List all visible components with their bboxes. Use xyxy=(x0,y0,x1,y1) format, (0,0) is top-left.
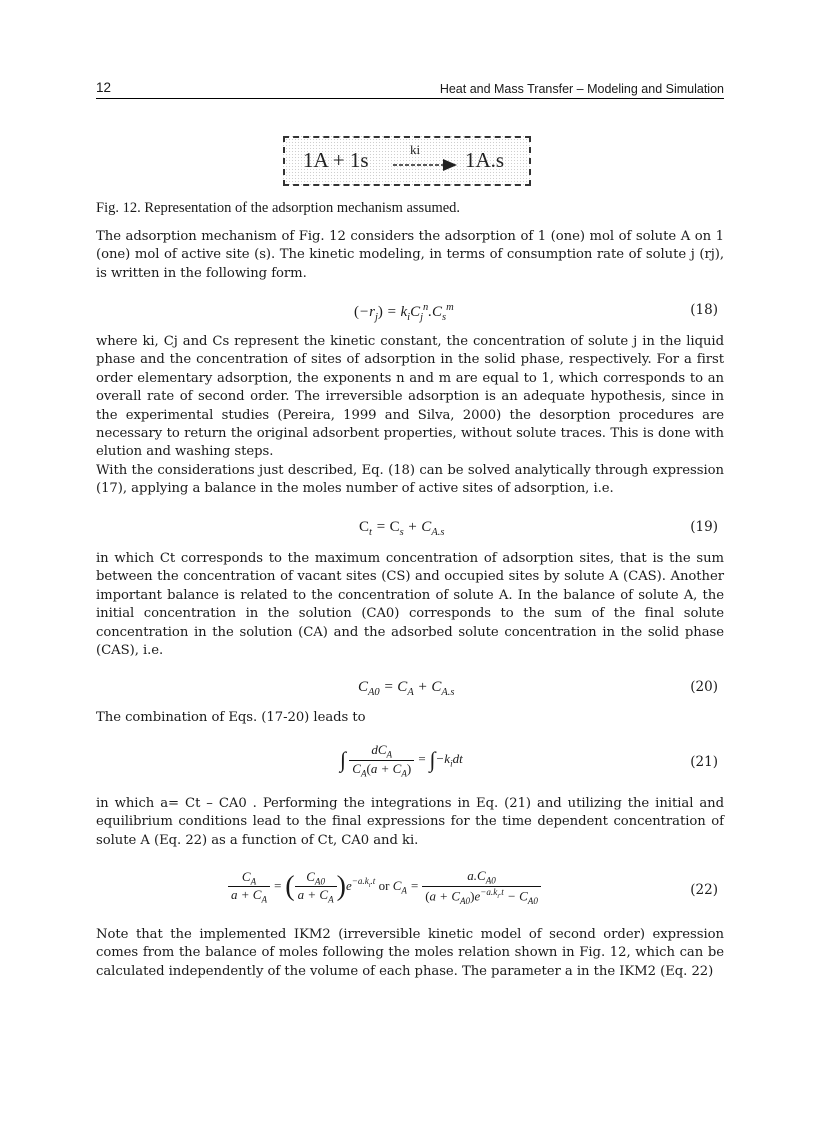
paragraph-1 xyxy=(96,228,724,283)
paragraph-text: The adsorption mechanism of Fig. 12 considers the adsorption of 1 (one) mol of solute A on 1 (one) mol of active site (s). The kinetic modeling, in terms of consumption rate of solute j (rj), is written in the following form. xyxy=(96,229,724,281)
mechanism-rate-constant: ki xyxy=(410,142,421,157)
equation-21 xyxy=(96,740,724,786)
mechanism-product: 1A.s xyxy=(465,148,505,172)
equation-22 xyxy=(96,866,724,918)
equation-18-body: $(-r_j) = k_iC_j^n.C_s^m$ xyxy=(354,302,454,323)
paragraph-text: The combination of Eqs. (17-20) leads to xyxy=(96,710,366,725)
paragraph-5 xyxy=(96,795,724,850)
equation-19-body: $C_t = C_s + C_{A.s}$ xyxy=(359,519,445,538)
equation-21-number: (21) xyxy=(690,754,718,770)
paragraph-text: in which Ct corresponds to the maximum concentration of adsorption sites, that is the sum between the concentration of vacant sites (CS) and occupied sites by solute A (CAS). Another important balance is related to the concentration of solute A. In the balance of solute A, the initial concentration in the solution (CA0) corresponds to the sum of the final solute concentration in the solution (CA) and the adsorbed solute concentration in the solid phase (CAS), i.e. xyxy=(96,551,724,659)
equation-20-number: (20) xyxy=(690,679,718,695)
equation-20 xyxy=(96,677,724,703)
paragraph-text: in which a= Ct – CA0 . Performing the integrations in Eq. (21) and utilizing the initial and equilibrium conditions lead to the final expressions for the time dependent concentration of solute A (Eq. 22) as a function of Ct, CA0 and ki. xyxy=(96,796,724,848)
equation-22-body: $\frac{C_A}{a + C_A}$ = ( $\frac{C_{A0}}{a + C_A}$ )$e^{-a.k_i.t}$ or $C_A$ = $\frac{a.C_{A0}}{(a + C_{A0})e^{-a.k_i.t} - C_{A0}}$ xyxy=(228,868,541,906)
page-number: 12 xyxy=(96,80,112,95)
paragraph-2 xyxy=(96,333,724,499)
figure-caption: Fig. 12. Representation of the adsorption mechanism assumed. xyxy=(96,200,461,216)
equation-19 xyxy=(96,517,724,543)
paragraph-4 xyxy=(96,709,724,727)
paragraph-6 xyxy=(96,926,724,981)
equation-18 xyxy=(96,300,724,326)
equation-19-number: (19) xyxy=(690,519,718,535)
running-title: Heat and Mass Transfer – Modeling and Simulation xyxy=(439,82,724,96)
equation-22-number: (22) xyxy=(690,882,718,898)
paragraph-text: where ki, Cj and Cs represent the kinetic constant, the concentration of solute j in the liquid phase and the concentration of sites of adsorption in the solid phase, respectively. For a first order elementary adsorption, the exponents n and m are equal to 1, which corresponds to an overall rate of second order. The irreversible adsorption is an adequate hypothesis, since in the experimental studies (Pereira, 1999 and Silva, 2000) the desorption procedures are necessary to return the original adsorbent properties, without solute traces. This is done with elution and washing steps. xyxy=(96,334,724,460)
equation-18-number: (18) xyxy=(690,302,718,318)
equation-20-body: $C_{A0} = C_A + C_{A.s}$ xyxy=(358,679,455,698)
paragraph-text: Note that the implemented IKM2 (irreversible kinetic model of second order) expression comes from the balance of moles following the moles relation shown in Fig. 12, which can be calculated independently of the volume of each phase. The parameter a in the IKM2 (Eq. 22) xyxy=(96,927,724,979)
running-header xyxy=(96,80,724,99)
paragraph-text: With the considerations just described, Eq. (18) can be solved analytically through expression (17), applying a balance in the moles number of active sites of adsorption, i.e. xyxy=(96,462,724,497)
adsorption-mechanism-figure xyxy=(283,136,531,186)
reaction-arrow-icon xyxy=(393,152,458,172)
mechanism-reactants: 1A + 1s xyxy=(303,148,369,172)
paragraph-3 xyxy=(96,550,724,660)
equation-21-body: ∫ $\frac{dC_A}{C_A(a + C_A)}$ = $\int-k_idt$ xyxy=(340,742,463,779)
equation-22-or: or xyxy=(378,877,390,893)
